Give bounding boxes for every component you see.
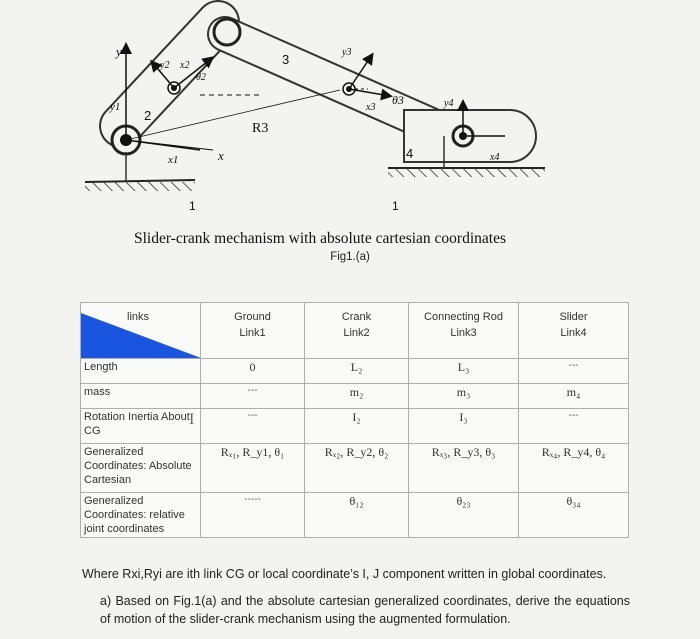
cell: Rₓ₂, R_y2, θ₂ bbox=[305, 444, 409, 493]
cell: I₂ bbox=[305, 409, 409, 444]
cell: I --- bbox=[201, 409, 305, 444]
cell: m₄ bbox=[519, 384, 629, 409]
theta2-label: θ2 bbox=[196, 72, 206, 83]
table-row bbox=[81, 359, 629, 384]
table-row bbox=[81, 444, 629, 493]
x3-label: x3 bbox=[366, 102, 376, 113]
figure-caption-number: Fig1.(a) bbox=[330, 251, 370, 263]
figure-caption-title: Slider-crank mechanism with absolute cartesian coordinates bbox=[134, 230, 506, 247]
cell: Rₓ₁, R_y1, θ₁ bbox=[201, 444, 305, 493]
cell: --- bbox=[201, 384, 305, 409]
row-label-inertia: Rotation Inertia About CG bbox=[81, 409, 201, 444]
corner-label: links bbox=[127, 311, 150, 323]
cell: Rₓ₃, R_y3, θ₃ bbox=[409, 444, 519, 493]
cell: --- bbox=[519, 409, 629, 444]
theta3-label: θ3 bbox=[392, 93, 404, 107]
col-header-slider: Slider Link4 bbox=[519, 303, 629, 359]
row-label-length: Length bbox=[81, 359, 201, 384]
cell: L₃ bbox=[409, 359, 519, 384]
row-label-mass: mass bbox=[81, 384, 201, 409]
x-axis-label: x bbox=[218, 148, 224, 163]
cell: L₂ bbox=[305, 359, 409, 384]
question-a: a) Based on Fig.1(a) and the absolute cartesian generalized coordinates, derive the equations of motion of the slider-crank mechanism using the augmented formulation. bbox=[100, 594, 630, 626]
inertia-symbol: I bbox=[189, 411, 195, 428]
ground-right bbox=[388, 168, 545, 177]
cell: m₂ bbox=[305, 384, 409, 409]
cell: --- bbox=[519, 359, 629, 384]
y2-label: y2 bbox=[160, 60, 170, 71]
x4-label: x4 bbox=[490, 152, 500, 163]
mechanism-diagram bbox=[0, 0, 700, 230]
y1-label: y1 bbox=[110, 101, 121, 113]
cell: m₃ bbox=[409, 384, 519, 409]
cell: θ₃₄ bbox=[519, 493, 629, 538]
cell: I₃ bbox=[409, 409, 519, 444]
link-2-label: 2 bbox=[144, 108, 152, 123]
link-3-label: 3 bbox=[282, 52, 290, 67]
cell: ----- bbox=[201, 493, 305, 538]
x2-label: x2 bbox=[180, 60, 190, 71]
ground-left-label: 1 bbox=[189, 199, 196, 213]
links-table bbox=[80, 302, 628, 538]
y4-label: y4 bbox=[444, 98, 454, 109]
table-row bbox=[81, 493, 629, 538]
y3-label: y3 bbox=[342, 47, 352, 58]
table-corner bbox=[81, 303, 201, 359]
col-header-connecting-rod: Connecting Rod Link3 bbox=[409, 303, 519, 359]
table-row bbox=[81, 409, 629, 444]
cell: Rₓ₄, R_y4, θ₄ bbox=[519, 444, 629, 493]
row-label-absolute-coords: Generalized Coordinates: Absolute Cartesian bbox=[81, 444, 201, 493]
pin-a bbox=[214, 19, 240, 45]
col-header-crank: Crank Link2 bbox=[305, 303, 409, 359]
cell: 0 bbox=[201, 359, 305, 384]
coordinates-note: Where Rxi,Ryi are ith link CG or local coordinate’s I, J component written in global coordinates. bbox=[82, 567, 607, 581]
col-header-ground: Ground Link1 bbox=[201, 303, 305, 359]
cell: θ₁₂ bbox=[305, 493, 409, 538]
cell: θ₂₃ bbox=[409, 493, 519, 538]
row-label-relative-coords: Generalized Coordinates: relative joint coordinates bbox=[81, 493, 201, 538]
link-4-label: 4 bbox=[406, 146, 414, 161]
ground-right-label: 1 bbox=[392, 199, 399, 213]
x1-label: x1 bbox=[168, 154, 179, 166]
table-row bbox=[81, 384, 629, 409]
ground-left bbox=[85, 180, 195, 191]
y-axis-label: y bbox=[116, 44, 122, 59]
r3-label: R3 bbox=[252, 121, 269, 136]
